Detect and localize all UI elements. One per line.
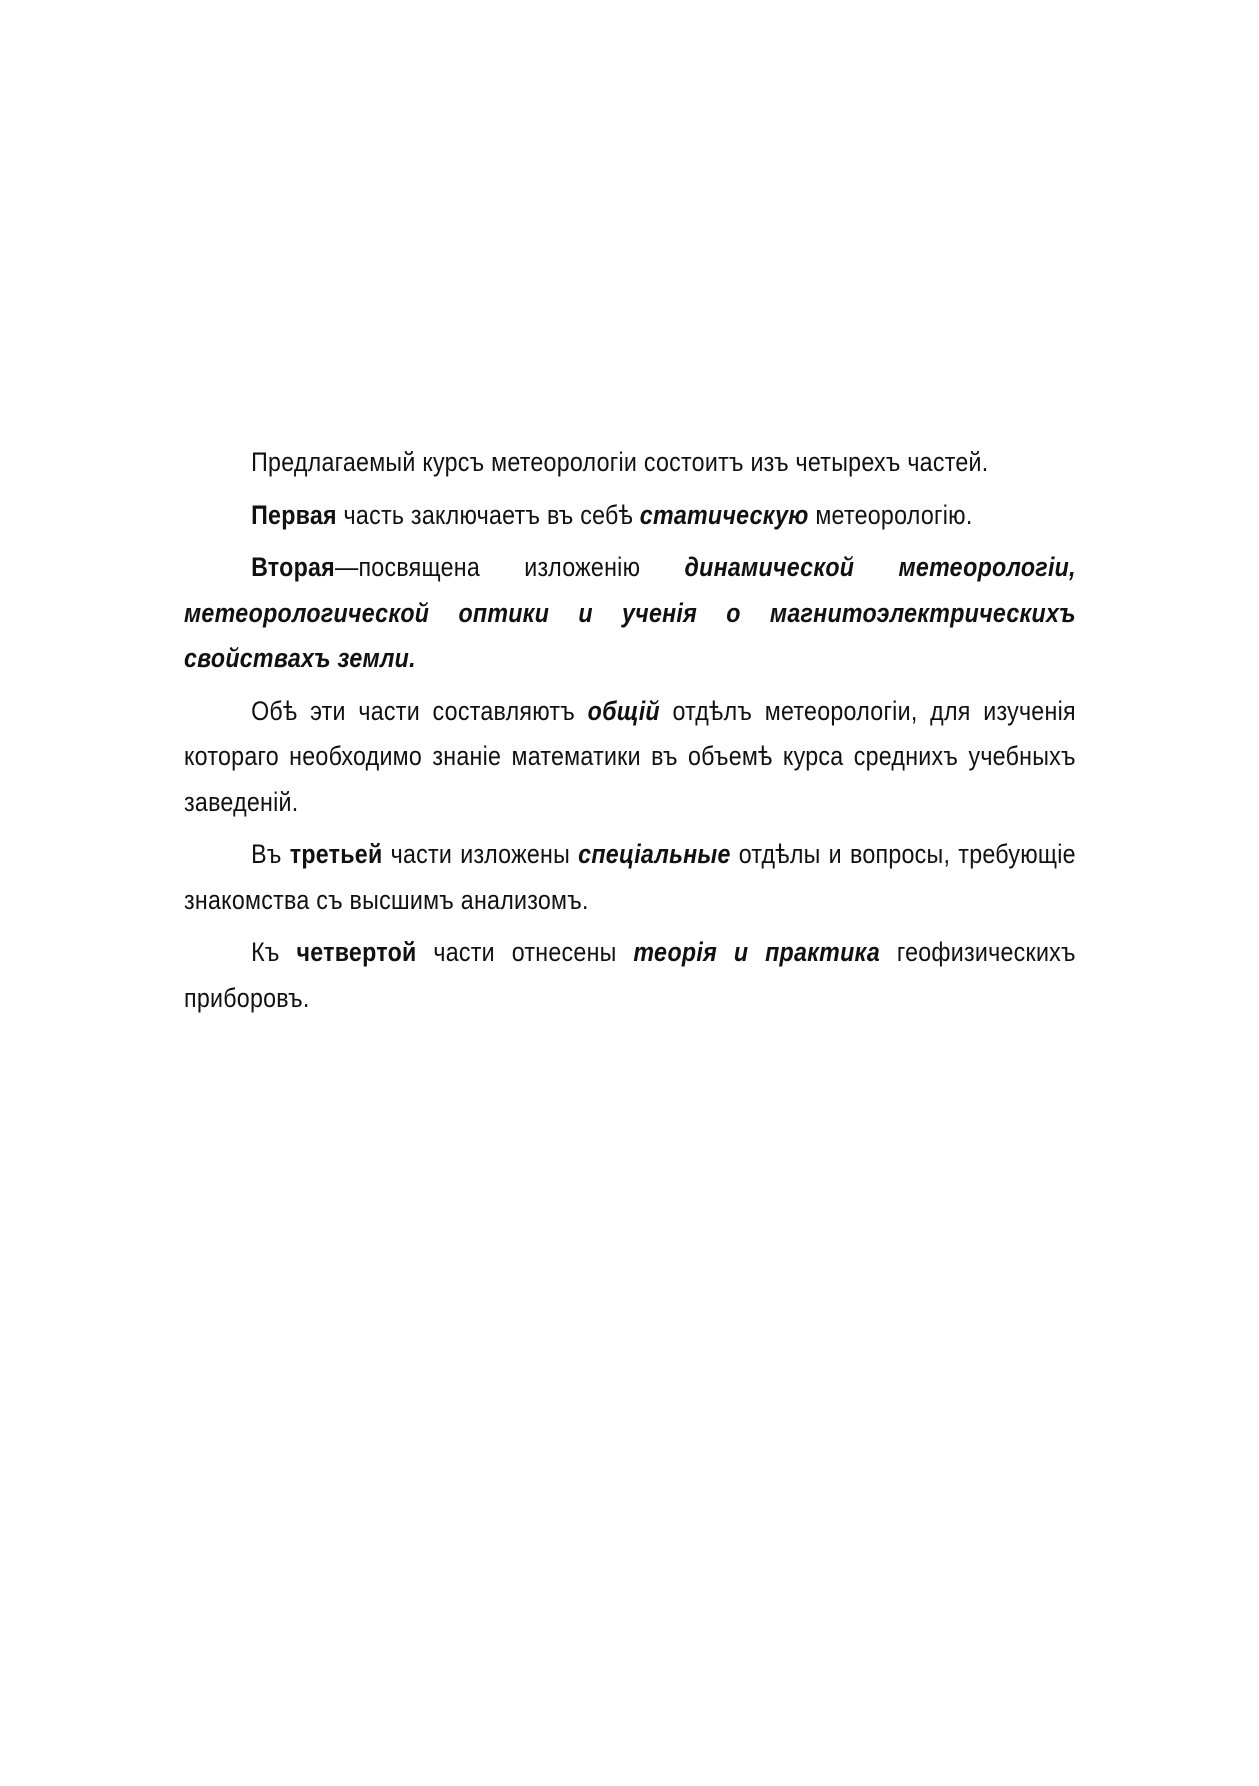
text-run-bold: Вторая xyxy=(251,552,335,582)
text-run-italic: динамической метеорологіи, метеорологической оптики и ученія о магнитоэлектрическихъ свойствахъ земли. xyxy=(184,552,1076,673)
text-run: геофизическихъ приборовъ. xyxy=(184,937,1076,1013)
paragraph-general-section xyxy=(184,689,1076,826)
text-run-italic: теорія и практика xyxy=(633,937,881,967)
text-run-italic: статическую xyxy=(639,499,809,530)
text-run: Предлагаемый курсъ метеорологіи состоитъ изъ четырехъ частей. xyxy=(251,447,989,477)
text-run: части изложены xyxy=(382,839,579,869)
text-run-italic: спеціальные xyxy=(578,839,731,869)
paragraph-second-part xyxy=(184,545,1076,682)
text-run: —посвящена изложенію xyxy=(334,552,685,582)
text-run: части отнесены xyxy=(416,937,634,967)
text-run: Обѣ эти части составляютъ xyxy=(251,695,588,726)
text-run: Въ xyxy=(251,839,290,869)
paragraph-first-part xyxy=(184,493,1076,539)
text-run: метеорологію. xyxy=(808,499,973,530)
text-run-bold: Первая xyxy=(251,499,337,530)
text-run: отдѣлы и вопросы, требующіе знакомства съ высшимъ анализомъ. xyxy=(184,839,1076,915)
preface-text xyxy=(184,440,1076,1028)
paragraph-third-part xyxy=(184,832,1076,923)
text-run-bold: четвертой xyxy=(296,937,417,967)
paragraph-course-intro xyxy=(184,440,1076,486)
text-run: Къ xyxy=(251,937,297,967)
paragraph-fourth-part xyxy=(184,930,1076,1021)
text-run: часть заключаетъ въ себѣ xyxy=(336,499,640,530)
text-run-bold: третьей xyxy=(289,839,383,869)
text-run: отдѣлъ метеорологіи, для изученія котораго необходимо знаніе математики въ объемѣ курса среднихъ учебныхъ заведеній. xyxy=(184,695,1076,817)
text-run-italic: общій xyxy=(587,695,660,726)
